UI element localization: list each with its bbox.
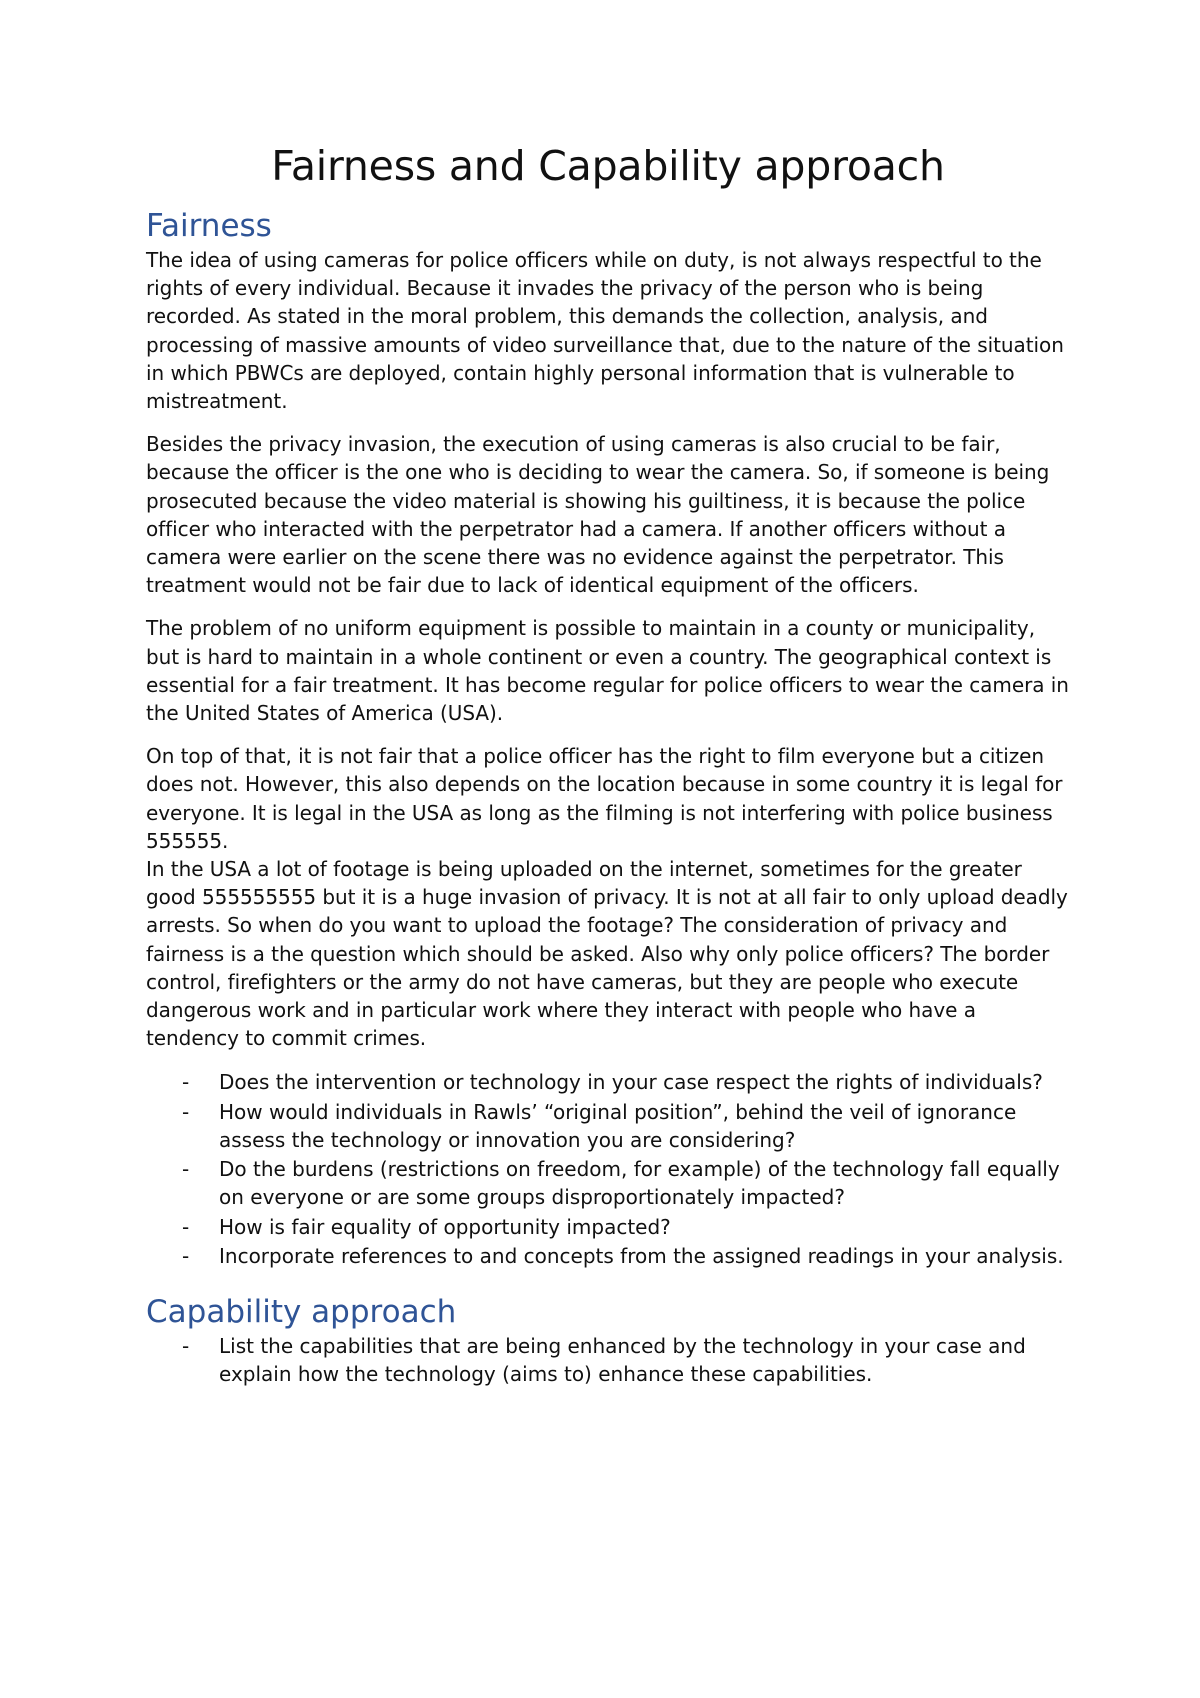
bullet-dash: - <box>182 1099 190 1124</box>
fairness-paragraph-3: The problem of no uniform equipment is possible to maintain in a county or municipality, but is hard to maintain in a whole continent or even a country. The geographical context is essential for a fair treatment. It has become regular for police officers to wear the camera in the United States of America (USA). <box>146 616 1069 726</box>
list-item <box>146 1155 1070 1211</box>
list-item <box>146 1332 1070 1388</box>
bullet-dash: - <box>182 1157 190 1182</box>
list-item-text: How is fair equality of opportunity impacted? <box>219 1214 671 1239</box>
bullet-dash: - <box>182 1243 190 1268</box>
list-item-text: Incorporate references to and concepts from the assigned readings in your analysis. <box>219 1243 1064 1268</box>
fairness-paragraph-5: In the USA a lot of footage is being uploaded on the internet, sometimes for the greater good 555555555 but it is a huge invasion of privacy. It is not at all fair to only upload deadly arrests. So when do you want to upload the footage? The consideration of privacy and fairness is a the question which should be asked. Also why only police officers? The border control, firefighters or the army do not have cameras, but they are people who execute dangerous work and in particular work where they interact with people who have a tendency to commit crimes. <box>146 857 1068 1051</box>
fairness-paragraph-1: The idea of using cameras for police officers while on duty, is not always respectful to the rights of every individual. Because it invades the privacy of the person who is being recorded. As stated in the moral problem, this demands the collection, analysis, and processing of massive amounts of video surveillance that, due to the nature of the situation in which PBWCs are deployed, contain highly personal information that is vulnerable to mistreatment. <box>146 248 1064 414</box>
fairness-paragraph-2: Besides the privacy invasion, the execution of using cameras is also crucial to be fair, because the officer is the one who is deciding to wear the camera. So, if someone is being prosecuted because the video material is showing his guiltiness, it is because the police officer who interacted with the perpetrator had a camera. If another officers without a camera were earlier on the scene there was no evidence against the perpetrator. This treatment would not be fair due to lack of identical equipment of the officers. <box>146 432 1050 598</box>
list-item <box>146 1068 1070 1096</box>
capability-section <box>146 1292 1070 1388</box>
fairness-section <box>146 206 1070 1270</box>
list-item <box>146 1242 1070 1270</box>
list-item-text: How would individuals in Rawls’ “original position”, behind the veil of ignorance assess the technology or innovation you are considering? <box>219 1099 1017 1152</box>
bullet-dash: - <box>182 1333 190 1358</box>
bullet-dash: - <box>182 1070 190 1095</box>
bullet-dash: - <box>182 1214 190 1239</box>
list-item-text: List the capabilities that are being enhanced by the technology in your case and explain how the technology (aims to) enhance these capabilities. <box>219 1333 1026 1387</box>
document-title: Fairness and Capability approach <box>271 142 945 190</box>
capability-heading: Capability approach <box>146 1293 457 1330</box>
list-item <box>146 1213 1070 1241</box>
fairness-paragraph-4: On top of that, it is not fair that a police officer has the right to film everyone but a citizen does not. However, this also depends on the location because in some country it is legal for everyone. It is legal in the USA as long as the filming is not interfering with police business 555555. <box>146 744 1063 853</box>
fairness-heading: Fairness <box>146 208 272 244</box>
fairness-question-list <box>146 1068 1070 1269</box>
capability-question-list <box>146 1332 1070 1388</box>
list-item-text: Do the burdens (restrictions on freedom, for example) of the technology fall equally on everyone or are some groups disproportionately impacted? <box>219 1157 1060 1210</box>
list-item <box>146 1098 1070 1154</box>
list-item-text: Does the intervention or technology in your case respect the rights of individuals? <box>219 1070 1043 1095</box>
